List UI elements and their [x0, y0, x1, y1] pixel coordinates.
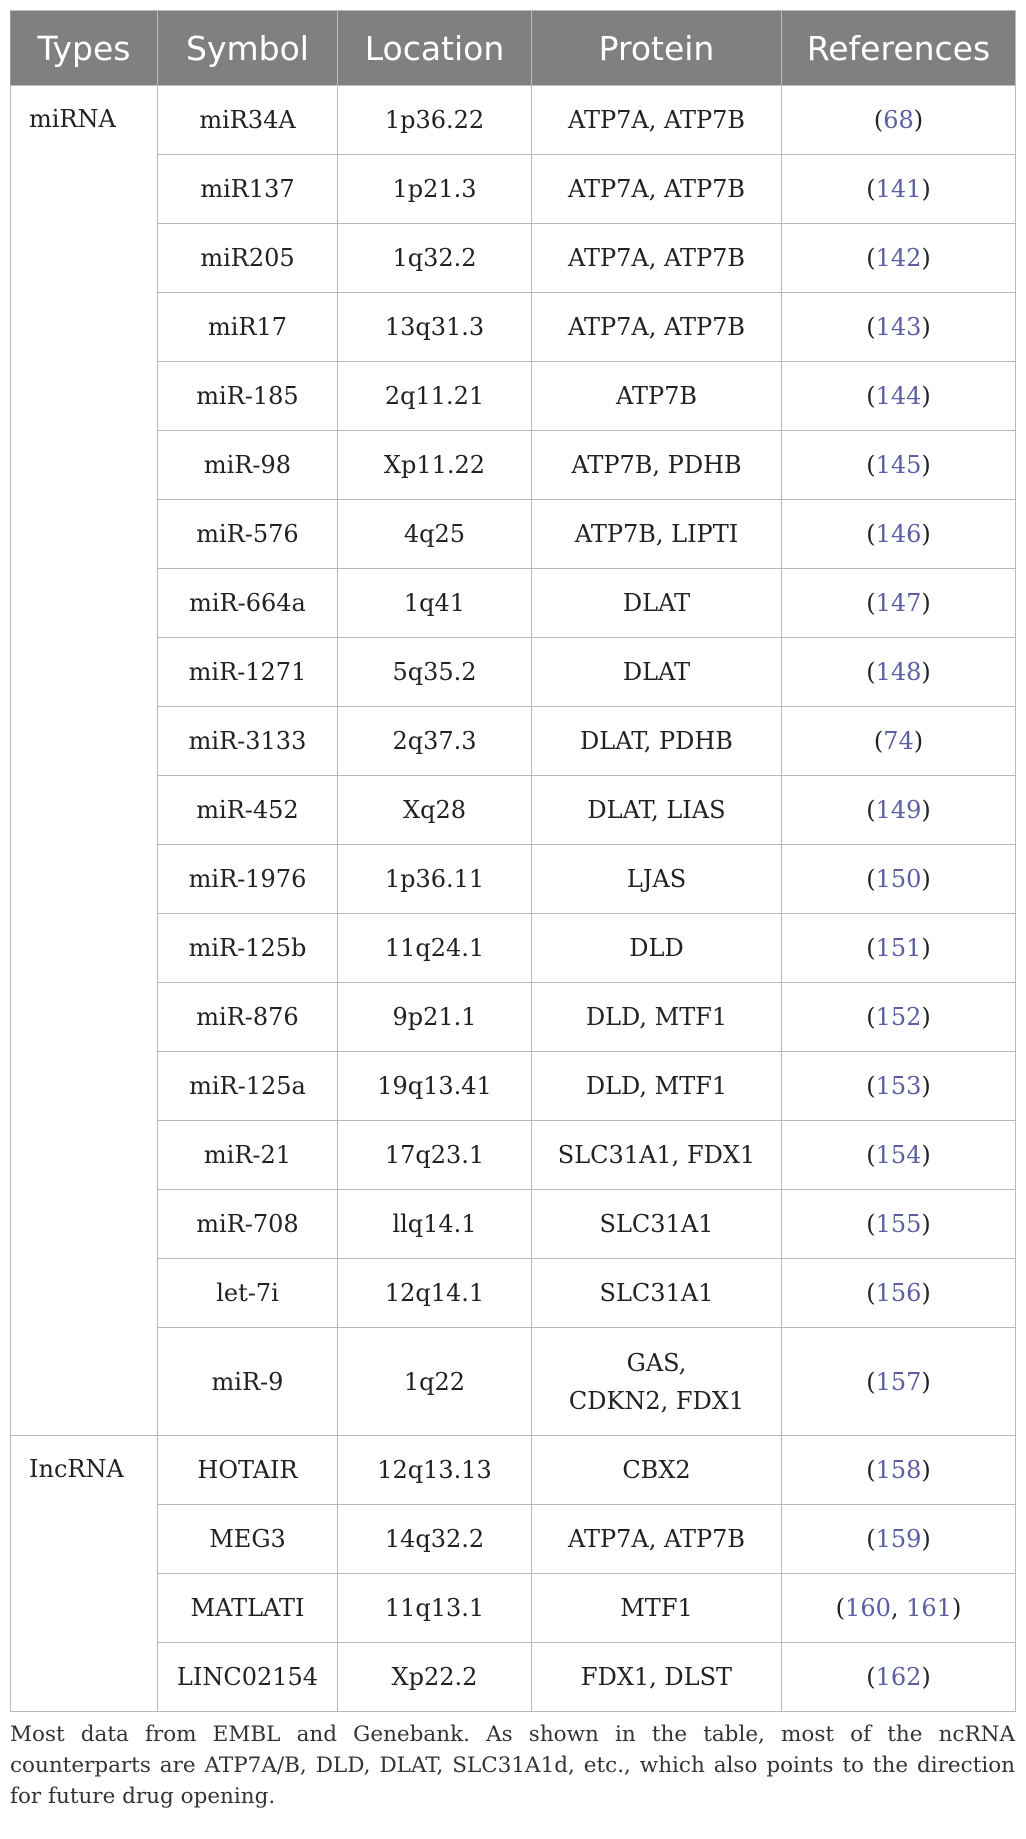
- references-cell: (150): [782, 845, 1016, 914]
- table-row: [11, 1052, 1016, 1121]
- reference-link[interactable]: 68: [883, 106, 914, 134]
- location-cell: llq14.1: [338, 1190, 532, 1259]
- header-symbol: Symbol: [158, 11, 338, 86]
- reference-link[interactable]: 152: [875, 1003, 922, 1031]
- location-cell: Xp11.22: [338, 431, 532, 500]
- reference-link[interactable]: 158: [875, 1456, 922, 1484]
- reference-link[interactable]: 160: [845, 1594, 891, 1622]
- protein-cell: SLC31A1: [532, 1190, 782, 1259]
- references-cell: (154): [782, 1121, 1016, 1190]
- ncrna-table: [10, 10, 1016, 1712]
- references-cell: (148): [782, 638, 1016, 707]
- references-cell: (143): [782, 293, 1016, 362]
- protein-cell: DLD: [532, 914, 782, 983]
- reference-link[interactable]: 154: [875, 1141, 922, 1169]
- header-protein: Protein: [532, 11, 782, 86]
- location-cell: 12q13.13: [338, 1436, 532, 1505]
- type-cell: IncRNA: [11, 1436, 158, 1712]
- protein-cell: ATP7A, ATP7B: [532, 1505, 782, 1574]
- references-cell: (156): [782, 1259, 1016, 1328]
- references-cell: (159): [782, 1505, 1016, 1574]
- reference-link[interactable]: 143: [875, 313, 922, 341]
- location-cell: 5q35.2: [338, 638, 532, 707]
- reference-link[interactable]: 150: [875, 865, 922, 893]
- references-cell: (160, 161): [782, 1574, 1016, 1643]
- table-row: [11, 776, 1016, 845]
- symbol-cell: miR-185: [158, 362, 338, 431]
- symbol-cell: HOTAIR: [158, 1436, 338, 1505]
- reference-link[interactable]: 74: [883, 727, 914, 755]
- table-container: [10, 10, 1015, 1712]
- table-row: [11, 638, 1016, 707]
- protein-cell: DLD, MTF1: [532, 1052, 782, 1121]
- symbol-cell: miR-3133: [158, 707, 338, 776]
- references-cell: (141): [782, 155, 1016, 224]
- symbol-cell: miR137: [158, 155, 338, 224]
- symbol-cell: miR-576: [158, 500, 338, 569]
- references-cell: (152): [782, 983, 1016, 1052]
- references-cell: (142): [782, 224, 1016, 293]
- table-row: [11, 1436, 1016, 1505]
- location-cell: 11q13.1: [338, 1574, 532, 1643]
- table-row: [11, 1121, 1016, 1190]
- protein-cell: ATP7B, LIPTI: [532, 500, 782, 569]
- symbol-cell: miR205: [158, 224, 338, 293]
- reference-link[interactable]: 159: [875, 1525, 922, 1553]
- symbol-cell: miR-9: [158, 1328, 338, 1436]
- reference-link[interactable]: 156: [875, 1279, 922, 1307]
- reference-link[interactable]: 148: [875, 658, 922, 686]
- table-row: [11, 1505, 1016, 1574]
- symbol-cell: miR-98: [158, 431, 338, 500]
- protein-cell: MTF1: [532, 1574, 782, 1643]
- location-cell: 1p21.3: [338, 155, 532, 224]
- symbol-cell: miR-21: [158, 1121, 338, 1190]
- protein-cell: SLC31A1: [532, 1259, 782, 1328]
- location-cell: 12q14.1: [338, 1259, 532, 1328]
- reference-link[interactable]: 146: [875, 520, 922, 548]
- header-references: References: [782, 11, 1016, 86]
- reference-link[interactable]: 157: [875, 1367, 922, 1396]
- header-types: Types: [11, 11, 158, 86]
- reference-link[interactable]: 153: [875, 1072, 922, 1100]
- location-cell: 14q32.2: [338, 1505, 532, 1574]
- protein-cell: CBX2: [532, 1436, 782, 1505]
- protein-cell: DLAT: [532, 569, 782, 638]
- protein-cell: FDX1, DLST: [532, 1643, 782, 1712]
- table-row: [11, 1190, 1016, 1259]
- reference-link[interactable]: 142: [875, 244, 922, 272]
- symbol-cell: miR-125a: [158, 1052, 338, 1121]
- table-row: [11, 1328, 1016, 1436]
- protein-cell: ATP7A, ATP7B: [532, 293, 782, 362]
- location-cell: 4q25: [338, 500, 532, 569]
- table-row: [11, 707, 1016, 776]
- references-cell: (162): [782, 1643, 1016, 1712]
- references-cell: (147): [782, 569, 1016, 638]
- symbol-cell: miR-125b: [158, 914, 338, 983]
- table-row: [11, 914, 1016, 983]
- table-row: [11, 293, 1016, 362]
- protein-cell: SLC31A1, FDX1: [532, 1121, 782, 1190]
- references-cell: (151): [782, 914, 1016, 983]
- protein-cell: DLAT, LIAS: [532, 776, 782, 845]
- symbol-cell: MATLATI: [158, 1574, 338, 1643]
- protein-cell: ATP7A, ATP7B: [532, 224, 782, 293]
- reference-link[interactable]: 145: [875, 451, 922, 479]
- table-row: [11, 845, 1016, 914]
- table-row: [11, 569, 1016, 638]
- table-row: [11, 155, 1016, 224]
- protein-cell: ATP7B: [532, 362, 782, 431]
- reference-link[interactable]: 147: [875, 589, 922, 617]
- symbol-cell: miR-708: [158, 1190, 338, 1259]
- table-row: [11, 1574, 1016, 1643]
- location-cell: 13q31.3: [338, 293, 532, 362]
- location-cell: 11q24.1: [338, 914, 532, 983]
- table-body: [11, 86, 1016, 1712]
- symbol-cell: MEG3: [158, 1505, 338, 1574]
- reference-link[interactable]: 141: [875, 175, 922, 203]
- table-row: [11, 1643, 1016, 1712]
- location-cell: 1q22: [338, 1328, 532, 1436]
- references-cell: (158): [782, 1436, 1016, 1505]
- symbol-cell: miR-1976: [158, 845, 338, 914]
- table-footnote: Most data from EMBL and Genebank. As shown in the table, most of the ncRNA counterparts are ATP7A/B, DLD, DLAT, SLC31A1d, etc., which also points to the direction for future drug opening.: [10, 1722, 1015, 1809]
- references-cell: (157): [782, 1328, 1016, 1436]
- location-cell: 17q23.1: [338, 1121, 532, 1190]
- reference-link[interactable]: 155: [875, 1210, 922, 1238]
- reference-link[interactable]: 149: [875, 796, 922, 824]
- symbol-cell: miR-1271: [158, 638, 338, 707]
- protein-cell: DLD, MTF1: [532, 983, 782, 1052]
- location-cell: 19q13.41: [338, 1052, 532, 1121]
- reference-link[interactable]: 151: [875, 934, 922, 962]
- references-cell: (145): [782, 431, 1016, 500]
- reference-link[interactable]: 162: [875, 1663, 922, 1691]
- location-cell: 1q41: [338, 569, 532, 638]
- location-cell: 1p36.11: [338, 845, 532, 914]
- location-cell: Xq28: [338, 776, 532, 845]
- table-row: [11, 431, 1016, 500]
- protein-cell: ATP7A, ATP7B: [532, 86, 782, 155]
- references-cell: (149): [782, 776, 1016, 845]
- table-row: [11, 86, 1016, 155]
- symbol-cell: LINC02154: [158, 1643, 338, 1712]
- location-cell: 2q11.21: [338, 362, 532, 431]
- symbol-cell: miR-876: [158, 983, 338, 1052]
- symbol-cell: let-7i: [158, 1259, 338, 1328]
- symbol-cell: miR17: [158, 293, 338, 362]
- location-cell: 2q37.3: [338, 707, 532, 776]
- location-cell: Xp22.2: [338, 1643, 532, 1712]
- header-location: Location: [338, 11, 532, 86]
- references-cell: (68): [782, 86, 1016, 155]
- references-cell: (155): [782, 1190, 1016, 1259]
- table-row: [11, 500, 1016, 569]
- protein-line: CDKN2, FDX1: [568, 1386, 745, 1415]
- protein-line: GAS,: [626, 1348, 687, 1377]
- symbol-cell: miR-452: [158, 776, 338, 845]
- protein-cell: DLAT: [532, 638, 782, 707]
- protein-cell: LJAS: [532, 845, 782, 914]
- symbol-cell: miR-664a: [158, 569, 338, 638]
- table-row: [11, 224, 1016, 293]
- reference-link[interactable]: 161: [906, 1594, 952, 1622]
- location-cell: 9p21.1: [338, 983, 532, 1052]
- reference-link[interactable]: 144: [875, 382, 922, 410]
- table-header-row: [11, 11, 1016, 86]
- symbol-cell: miR34A: [158, 86, 338, 155]
- references-cell: (74): [782, 707, 1016, 776]
- references-cell: (144): [782, 362, 1016, 431]
- protein-cell: ATP7A, ATP7B: [532, 155, 782, 224]
- type-cell: miRNA: [11, 86, 158, 1436]
- references-cell: (153): [782, 1052, 1016, 1121]
- protein-cell: ATP7B, PDHB: [532, 431, 782, 500]
- references-cell: (146): [782, 500, 1016, 569]
- table-row: [11, 1259, 1016, 1328]
- table-row: [11, 362, 1016, 431]
- location-cell: 1q32.2: [338, 224, 532, 293]
- location-cell: 1p36.22: [338, 86, 532, 155]
- table-row: [11, 983, 1016, 1052]
- protein-cell: [532, 1328, 782, 1436]
- protein-cell: DLAT, PDHB: [532, 707, 782, 776]
